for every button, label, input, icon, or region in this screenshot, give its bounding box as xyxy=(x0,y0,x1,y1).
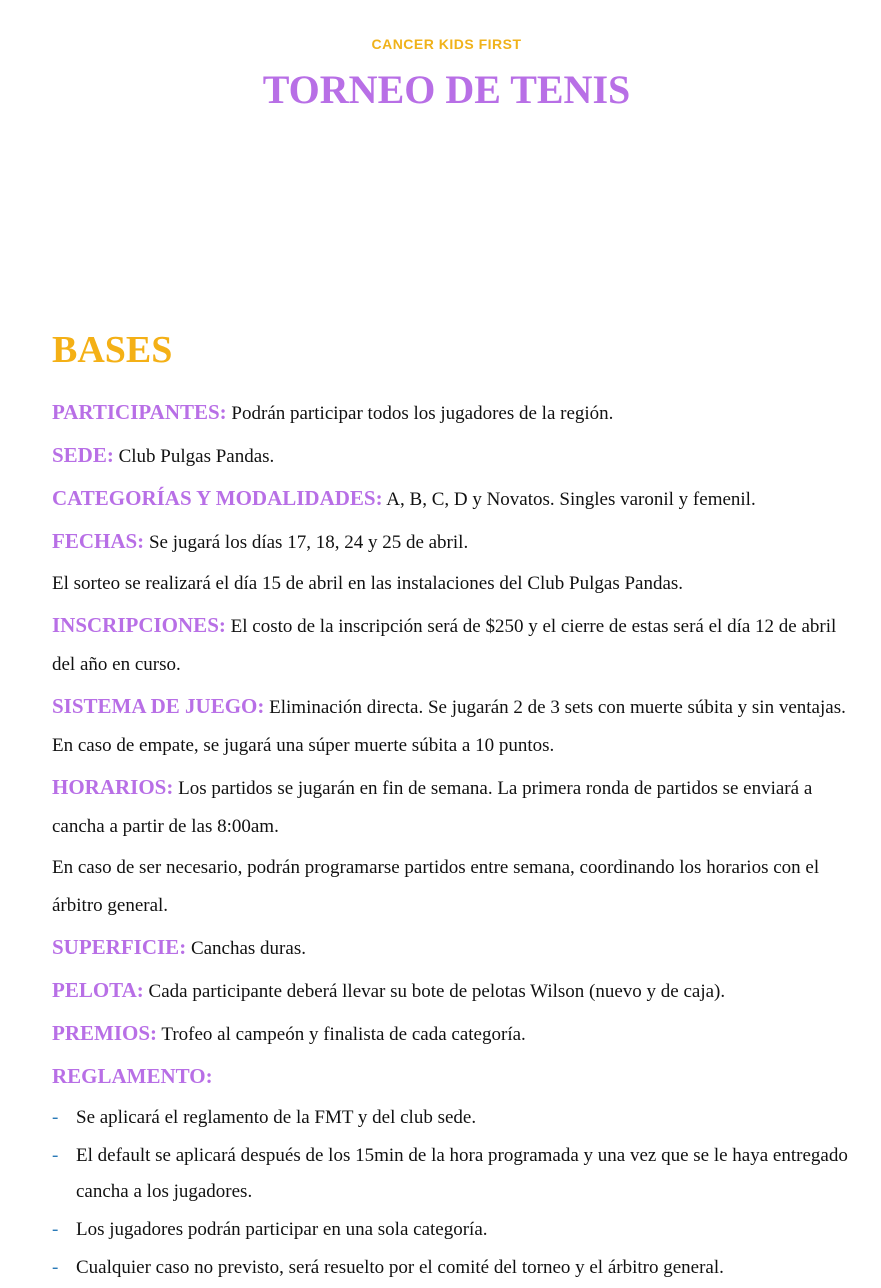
bases-paragraph xyxy=(52,522,852,562)
paragraph-text: Canchas duras. xyxy=(186,938,306,959)
paragraph-text: En caso de ser necesario, podrán programarse partidos entre semana, coordinando los horarios con el árbitro general. xyxy=(52,857,820,916)
bullet-dash-icon: - xyxy=(52,1145,59,1166)
paragraph-text: A, B, C, D y Novatos. Singles varonil y femenil. xyxy=(382,489,756,510)
paragraph-label: REGLAMENTO: xyxy=(52,1064,213,1088)
bases-paragraph xyxy=(52,687,852,765)
paragraph-label: PELOTA: xyxy=(52,978,144,1002)
paragraph-text: Eliminación directa. Se jugarán 2 de 3 sets con muerte súbita y sin ventajas. En caso de empate, se jugará una súper muerte súbita a 10 puntos. xyxy=(52,697,846,756)
rule-text: El default se aplicará después de los 15min de la hora programada y una vez que se le haya entregado cancha a los jugadores. xyxy=(76,1145,848,1202)
paragraph-label: FECHAS: xyxy=(52,529,145,553)
rule-item xyxy=(52,1138,852,1210)
page-title: TORNEO DE TENIS xyxy=(262,67,631,112)
bases-paragraph xyxy=(52,565,852,603)
bases-paragraph xyxy=(52,479,852,519)
rule-item xyxy=(52,1212,852,1248)
bases-paragraph xyxy=(52,971,852,1011)
rule-text: Cualquier caso no previsto, será resuelto por el comité del torneo y el árbitro general. xyxy=(76,1257,724,1278)
bases-content xyxy=(52,393,852,1288)
paragraph-label: SEDE: xyxy=(52,443,114,467)
organization-name: CANCER KIDS FIRST xyxy=(371,36,522,52)
paragraph-text: El costo de la inscripción será de $250 y el cierre de estas será el día 12 de abril del año en curso. xyxy=(52,616,837,675)
bases-paragraph xyxy=(52,606,852,684)
rule-item xyxy=(52,1100,852,1136)
paragraph-text: El sorteo se realizará el día 15 de abril en las instalaciones del Club Pulgas Pandas. xyxy=(52,573,684,594)
bases-paragraph xyxy=(52,1014,852,1054)
paragraph-label: SUPERFICIE: xyxy=(52,935,187,959)
rule-item xyxy=(52,1250,852,1286)
paragraph-label: CATEGORÍAS Y MODALIDADES: xyxy=(52,486,383,510)
bases-paragraph xyxy=(52,436,852,476)
paragraph-text: Club Pulgas Pandas. xyxy=(113,446,275,467)
bases-paragraph xyxy=(52,849,852,925)
bases-paragraph xyxy=(52,928,852,968)
paragraph-text: Cada participante deberá llevar su bote de pelotas Wilson (nuevo y de caja). xyxy=(143,981,726,1002)
rule-text: Se aplicará el reglamento de la FMT y del club sede. xyxy=(76,1107,477,1128)
rules-list xyxy=(52,1100,852,1286)
paragraph-label: INSCRIPCIONES: xyxy=(52,613,226,637)
paragraph-text: Se jugará los días 17, 18, 24 y 25 de abril. xyxy=(144,532,469,553)
section-title: BASES xyxy=(52,329,173,371)
paragraph-label: PREMIOS: xyxy=(52,1021,157,1045)
paragraph-label: HORARIOS: xyxy=(52,775,174,799)
paragraph-text: Trofeo al campeón y finalista de cada categoría. xyxy=(157,1024,526,1045)
bases-paragraph xyxy=(52,768,852,846)
rule-text: Los jugadores podrán participar en una sola categoría. xyxy=(76,1219,488,1240)
paragraph-label: PARTICIPANTES: xyxy=(52,400,227,424)
bullet-dash-icon: - xyxy=(52,1107,59,1128)
paragraph-label: SISTEMA DE JUEGO: xyxy=(52,694,265,718)
bullet-dash-icon: - xyxy=(52,1257,59,1278)
bullet-dash-icon: - xyxy=(52,1219,59,1240)
paragraph-text: Los partidos se jugarán en fin de semana. La primera ronda de partidos se enviará a cancha a partir de las 8:00am. xyxy=(52,778,813,837)
paragraph-text: Podrán participar todos los jugadores de la región. xyxy=(226,403,614,424)
bases-paragraph xyxy=(52,393,852,433)
bases-paragraph xyxy=(52,1057,852,1097)
